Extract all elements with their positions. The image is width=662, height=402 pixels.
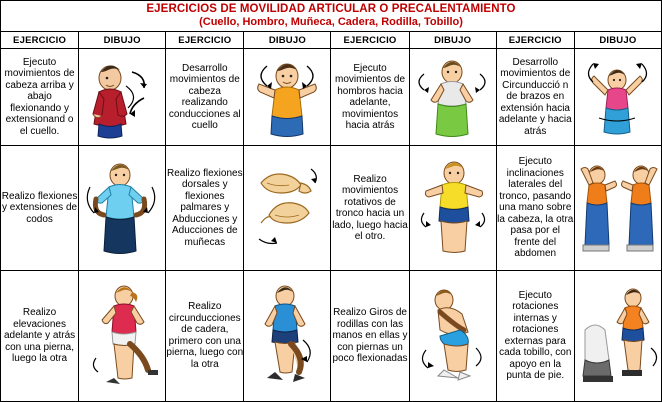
exercise-text: Ejecuto movimientos de hombros hacia adelante, movimientos hacia atrás bbox=[331, 49, 409, 146]
exercise-text: Ejecuto movimientos de cabeza arriba y abajo flexionando y extensionand o el cuello. bbox=[1, 49, 79, 146]
hip-circumduction-figure bbox=[244, 271, 330, 401]
exercise-text: Desarrollo movimientos de Circunducció n de brazos en extensión hacia adelante y hacia atrás bbox=[496, 49, 574, 146]
neck-circles-figure bbox=[244, 49, 330, 145]
exercise-text: Ejecuto rotaciones internas y rotaciones externas para cada tobillo, con apoyo en la punta de pie. bbox=[496, 270, 574, 401]
table-row bbox=[1, 270, 662, 401]
header-exercise-3: EJERCICIO bbox=[331, 32, 409, 49]
exercise-text: Realizo circunducciones de cadera, primero con una pierna, luego con la otra bbox=[166, 270, 244, 401]
title-line-2: (Cuello, Hombro, Muñeca, Cadera, Rodilla, Tobillo) bbox=[199, 16, 463, 29]
exercise-drawing bbox=[244, 146, 331, 270]
exercise-text: Desarrollo movimientos de cabeza realizando conducciones al cuello bbox=[166, 49, 244, 146]
exercise-drawing bbox=[409, 270, 496, 401]
wrist-hands-figure bbox=[244, 146, 330, 269]
title-line-1: EJERCICIOS DE MOVILIDAD ARTICULAR O PRECALENTAMIENTO bbox=[146, 3, 516, 16]
elbow-flexion-figure bbox=[79, 146, 165, 269]
header-drawing-3: DIBUJO bbox=[409, 32, 496, 49]
ankle-rotation-figure bbox=[575, 271, 661, 401]
table-row bbox=[1, 146, 662, 270]
trunk-rotation-figure bbox=[410, 146, 496, 269]
header-exercise-2: EJERCICIO bbox=[166, 32, 244, 49]
exercise-text: Realizo flexiones y extensiones de codos bbox=[1, 146, 79, 270]
title-row bbox=[1, 1, 662, 32]
shoulder-forward-back-figure bbox=[410, 49, 496, 145]
leg-raise-figure bbox=[79, 271, 165, 401]
exercise-drawing bbox=[244, 270, 331, 401]
exercise-drawing bbox=[409, 49, 496, 146]
table-row bbox=[1, 49, 662, 146]
header-exercise-1: EJERCICIO bbox=[1, 32, 79, 49]
exercise-drawing bbox=[574, 146, 661, 270]
arm-circumduction-figure bbox=[575, 49, 661, 145]
exercise-text: Ejecuto inclinaciones laterales del tronco, pasando una mano sobre la cabeza, la otra pasa por el frente del abdomen bbox=[496, 146, 574, 270]
exercise-text: Realizo elevaciones adelante y atrás con una pierna, luego la otra bbox=[1, 270, 79, 401]
trunk-lateral-bend-figure bbox=[575, 146, 661, 269]
exercise-drawing bbox=[574, 49, 661, 146]
knee-rotation-figure bbox=[410, 271, 496, 401]
neck-up-down-figure bbox=[79, 49, 165, 145]
header-row bbox=[1, 32, 662, 49]
exercise-text: Realizo Giros de rodillas con las manos en ellas y con piernas un poco flexionadas bbox=[331, 270, 409, 401]
exercise-drawing bbox=[409, 146, 496, 270]
exercise-drawing bbox=[79, 49, 166, 146]
header-drawing-2: DIBUJO bbox=[244, 32, 331, 49]
exercise-text: Realizo movimientos rotativos de tronco hacia un lado, luego hacia el otro. bbox=[331, 146, 409, 270]
header-drawing-4: DIBUJO bbox=[574, 32, 661, 49]
exercise-drawing bbox=[574, 270, 661, 401]
document-title bbox=[1, 1, 662, 32]
exercise-drawing bbox=[79, 270, 166, 401]
exercise-text: Realizo flexiones dorsales y flexiones palmares y Abducciones y Aducciones de muñecas bbox=[166, 146, 244, 270]
exercise-drawing bbox=[244, 49, 331, 146]
header-exercise-4: EJERCICIO bbox=[496, 32, 574, 49]
exercise-drawing bbox=[79, 146, 166, 270]
header-drawing-1: DIBUJO bbox=[79, 32, 166, 49]
